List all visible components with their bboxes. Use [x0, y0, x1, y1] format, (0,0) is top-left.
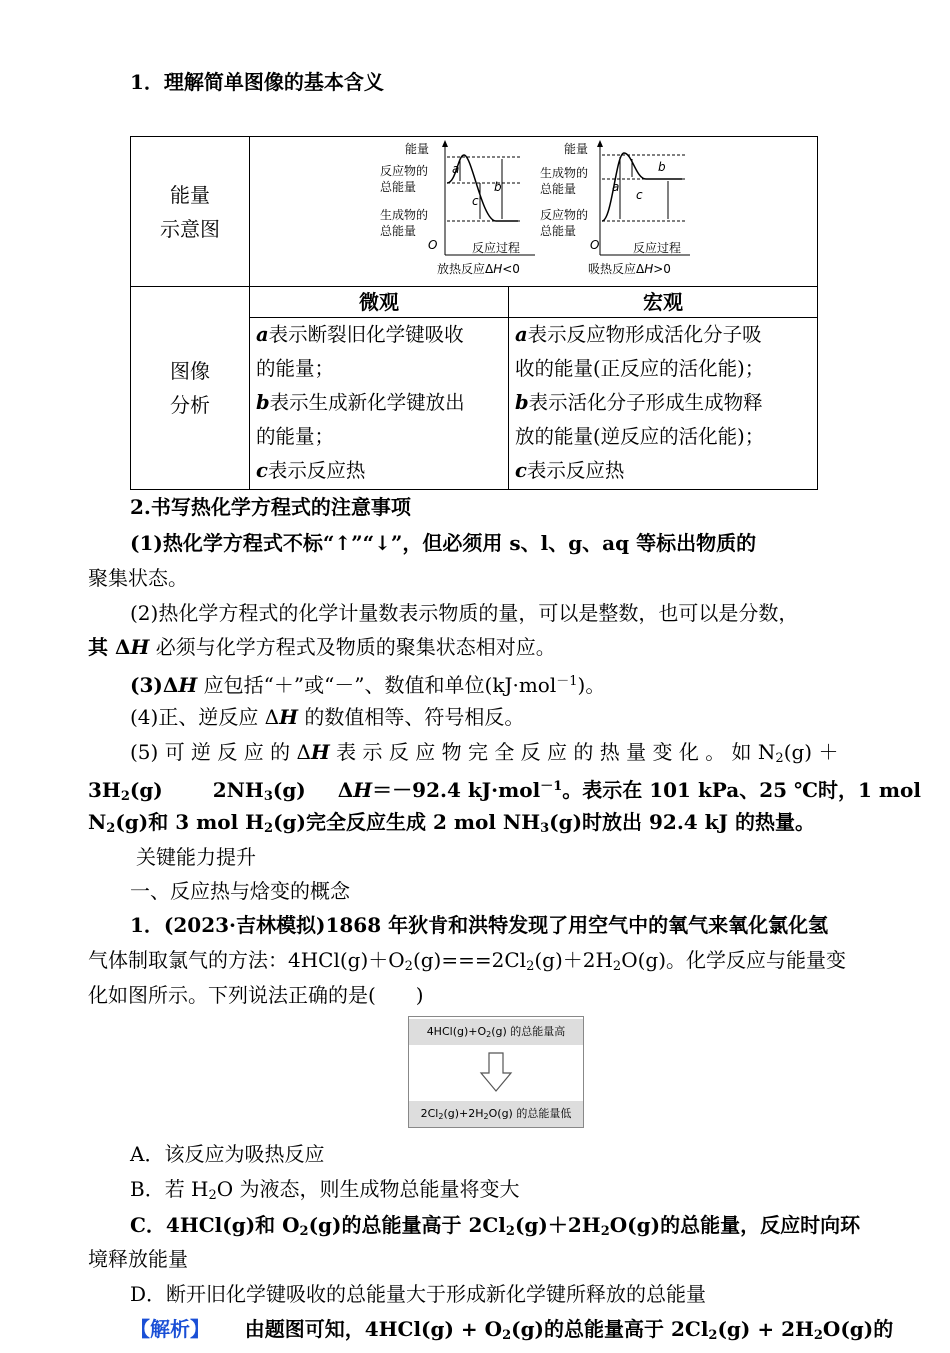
svg-text:O: O	[428, 238, 438, 252]
section-subtitle: 一、反应热与焓变的概念	[130, 879, 350, 903]
energy-level-figure	[408, 1016, 584, 1128]
svg-text:总能量: 总能量	[380, 224, 417, 238]
energy-table	[130, 136, 818, 490]
exothermic-diagram	[380, 140, 535, 276]
col-micro: 微观	[250, 287, 509, 318]
svg-text:生成物的: 生成物的	[540, 166, 589, 180]
svg-text:a: a	[452, 162, 460, 176]
right-caption: 吸热反应ΔH>0	[588, 262, 671, 276]
figure-top-label: 4HCl(g)+O2(g) 的总能量高	[409, 1019, 583, 1045]
svg-text:能量: 能量	[564, 142, 589, 156]
endothermic-diagram	[540, 140, 690, 276]
question-1: 1．(2023·吉林模拟)1868 年狄肯和洪特发现了用空气中的氧气来氧化氯化氢	[130, 913, 829, 937]
heading-2: 2.书写热化学方程式的注意事项	[130, 495, 411, 519]
svg-text:总能量: 总能量	[540, 224, 577, 238]
svg-text:生成物的: 生成物的	[380, 208, 429, 222]
svg-text:总能量: 总能量	[540, 182, 577, 196]
svg-text:反应过程: 反应过程	[633, 241, 682, 255]
down-arrow-icon	[479, 1051, 513, 1093]
svg-text:反应物的: 反应物的	[540, 208, 589, 222]
svg-text:c: c	[636, 188, 643, 202]
para-3: (3)ΔH 应包括“＋”或“－”、数值和单位(kJ·mol$^{-1}$)。	[130, 673, 606, 697]
micro-analysis: a表示断裂旧化学键吸收 的能量； b表示生成新化学键放出 的能量； c表示反应热	[250, 318, 509, 490]
svg-text:b: b	[658, 160, 666, 174]
figure-bottom-label: 2Cl2(g)+2H2O(g) 的总能量低	[409, 1101, 583, 1127]
left-y-axis: 能量	[405, 142, 430, 156]
option-d[interactable]: D．断开旧化学键吸收的总能量大于形成新化学键所释放的总能量	[130, 1282, 707, 1306]
section-title: 关键能力提升	[136, 845, 256, 869]
para-4: (4)正、逆反应 ΔH 的数值相等、符号相反。	[130, 705, 525, 729]
option-b[interactable]: B．若 $H_2O$ 为液态，则生成物总能量将变大	[130, 1177, 520, 1203]
svg-text:反应过程: 反应过程	[472, 241, 521, 255]
option-c[interactable]: C．4HCl(g)和 $O_2(g)$的总能量高于 $2Cl_2(g)+2H_2O(g)$的总能量，反应时向环	[130, 1213, 861, 1239]
svg-text:O: O	[590, 238, 600, 252]
analysis-tag: 【解析】	[130, 1317, 210, 1341]
para-2: (2)热化学方程式的化学计量数表示物质的量，可以是整数，也可以是分数，	[130, 601, 799, 625]
option-a[interactable]: A．该反应为吸热反应	[130, 1142, 325, 1166]
svg-text:a: a	[612, 180, 620, 194]
macro-analysis: a表示反应物形成活化分子吸 收的能量(正反应的活化能)； b表示活化分子形成生成物释 放的能量(逆反应的活化能)； c表示反应热	[509, 318, 818, 490]
heading-1: 1．理解简单图像的基本含义	[130, 70, 384, 94]
col-macro: 宏观	[509, 287, 818, 318]
para-1: (1)热化学方程式不标“↑”“↓”，但必须用 s、l、g、aq 等标出物质的	[130, 531, 757, 555]
left-caption: 放热反应ΔH<0	[437, 262, 520, 276]
row-label-diagram: 能量 示意图	[131, 137, 250, 287]
svg-text:反应物的: 反应物的	[380, 164, 429, 178]
energy-diagram-cell	[250, 137, 818, 287]
svg-text:总能量: 总能量	[380, 180, 417, 194]
row-label-analysis: 图像 分析	[131, 287, 250, 490]
analysis: 【解析】 由题图可知，$4HCl(g) + O_2(g)$的总能量高于 $2Cl_2(g) + 2H_2O(g)$的	[130, 1317, 894, 1343]
svg-text:c: c	[472, 194, 479, 208]
energy-diagram	[250, 137, 818, 285]
svg-text:b: b	[494, 180, 502, 194]
para-5: (5) 可 逆 反 应 的 ΔH 表 示 反 应 物 完 全 反 应 的 热 量 变 化 。 如 $N_2(g)$ ＋	[130, 740, 839, 766]
